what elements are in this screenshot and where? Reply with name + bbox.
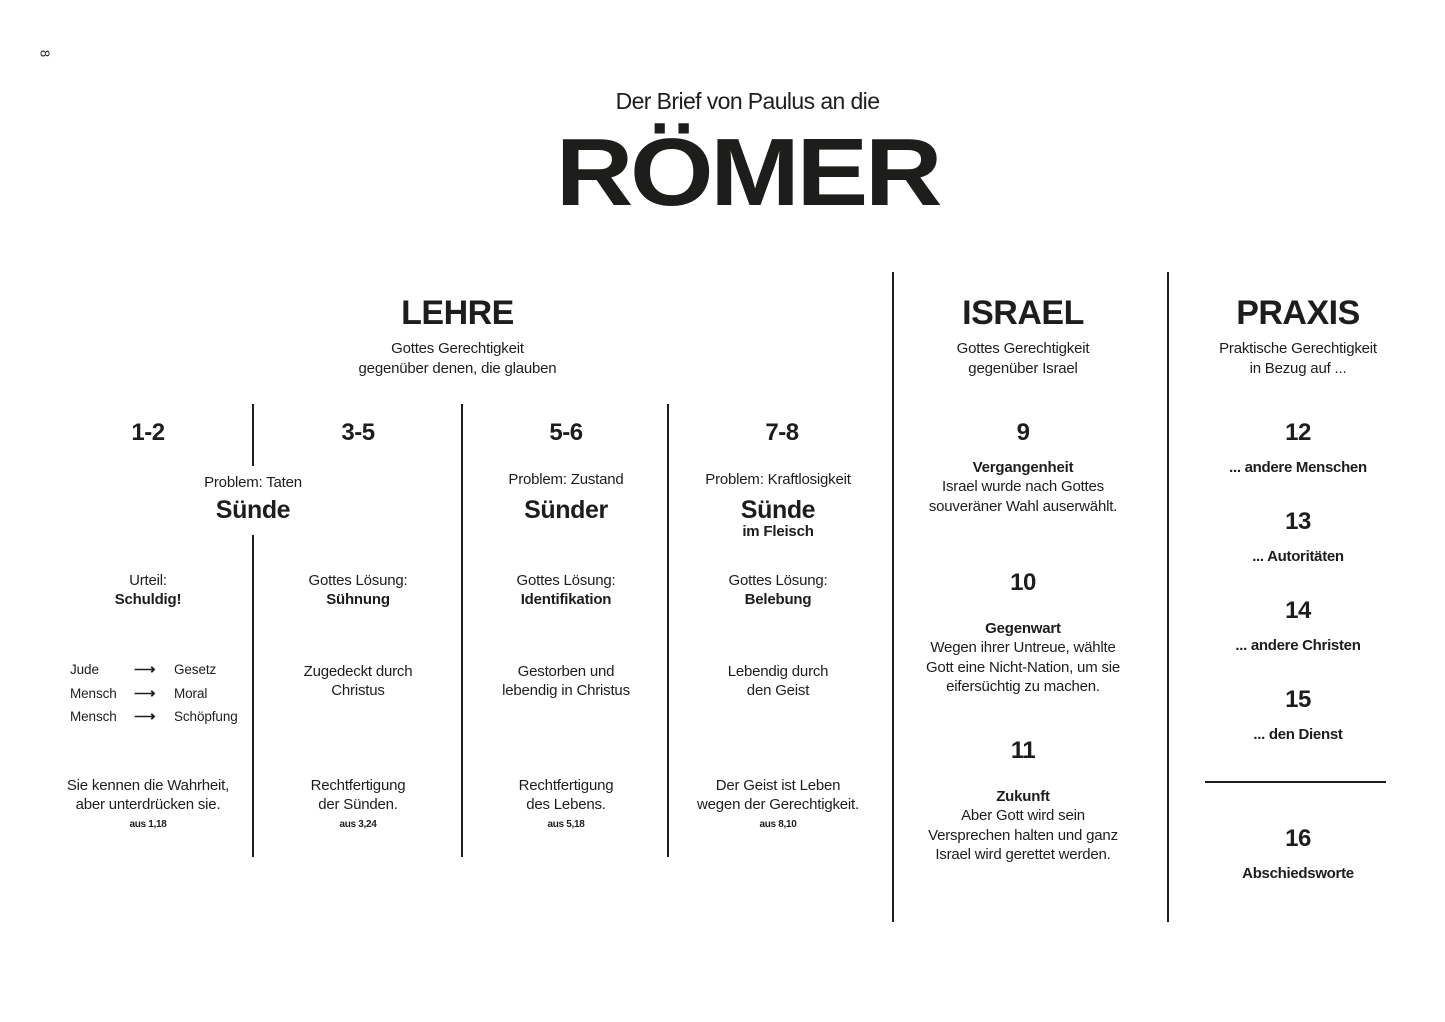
mapping-row [70,661,250,685]
praxis-item [1170,419,1426,477]
section-subtitle-line: gegenüber denen, die glauben [358,359,557,377]
chapter-number: 13 [1285,508,1311,535]
description-line: Zugedeckt durch [303,663,413,680]
item-label: Abschiedsworte [1242,865,1354,882]
arrow-right-icon: ⟶ [134,708,156,725]
israel-item-future [895,737,1151,864]
section-lehre [40,293,875,378]
description [672,662,884,701]
item-label: ... Autoritäten [1252,548,1344,565]
section-subtitle-line: gegenüber Israel [968,359,1078,377]
quote-line: des Lebens. [526,796,606,814]
chapter-number: 14 [1285,597,1311,624]
praxis-divider [1205,781,1386,783]
chapter-number: 5-6 [549,419,583,446]
verse-reference: aus 5,18 [547,818,585,830]
chapter-number: 12 [1285,419,1311,446]
chapter-number: 15 [1285,686,1311,713]
item-text-line: eifersüchtig zu machen. [946,677,1100,695]
description [258,662,458,701]
description [466,662,666,701]
solution-value: Belebung [744,591,812,609]
solution-value: Identifikation [520,591,612,609]
verse-reference: aus 3,24 [339,818,377,830]
solution-label: Gottes Lösung: [728,572,828,589]
quote [672,776,884,831]
item-text-line: Gott eine Nicht-Nation, um sie [925,658,1121,676]
praxis-item [1170,508,1426,566]
description-line: den Geist [746,682,810,700]
description-line: Gestorben und [517,663,615,680]
item-text-line: Aber Gott wird sein [961,807,1085,825]
mapping-from: Mensch [70,686,117,701]
solution-label: Gottes Lösung: [516,572,616,589]
section-subtitle-line: Praktische Gerechtigkeit [1219,340,1377,357]
quote-line: aber unterdrücken sie. [75,796,221,814]
section-subtitle-line: in Bezug auf ... [1249,359,1347,377]
item-heading: Gegenwart [985,620,1061,637]
quote-line: Der Geist ist Leben [715,777,841,794]
item-text [895,477,1151,516]
quote [38,776,258,831]
chapter-number: 7-8 [765,419,799,446]
quote-line: Rechtfertigung [310,777,406,794]
mapping-row [70,685,250,708]
item-text-line: Versprechen halten und ganz [928,826,1118,844]
item-heading: Zukunft [996,788,1050,805]
section-subtitle-lehre [40,339,875,378]
item-text-line: Israel wurde nach Gottes [942,478,1104,496]
item-heading: Vergangenheit [972,459,1074,476]
description-line: lebendig in Christus [502,682,630,700]
item-label: ... den Dienst [1253,726,1343,743]
item-label: ... andere Menschen [1229,459,1367,476]
page-title: RÖMER [555,119,940,226]
problem-word: Sünde [740,496,816,524]
section-title-lehre: LEHRE [401,294,514,332]
problem-word: Sünder [524,496,608,524]
problem-label: Problem: Taten [204,474,302,491]
mapping-list [70,661,250,731]
description-line: Lebendig durch [727,663,829,680]
praxis-item [1170,686,1426,744]
problem-word: Sünde [215,496,291,524]
chapter-number: 3-5 [341,419,375,446]
arrow-right-icon: ⟶ [134,685,156,702]
page-subtitle: Der Brief von Paulus an die [615,88,880,114]
verdict [48,571,248,610]
divider-lehre-col3 [667,404,669,857]
arrow-right-icon: ⟶ [134,661,156,678]
quote-line: wegen der Gerechtigkeit. [697,796,859,814]
quote [258,776,458,831]
problem-label: Problem: Zustand [508,471,624,488]
chapter-number: 11 [1010,737,1036,764]
mapping-to: Moral [174,686,208,701]
section-praxis [1170,293,1426,378]
solution [258,571,458,610]
section-title-praxis: PRAXIS [1236,294,1360,332]
chapter-number: 16 [1285,825,1311,852]
quote [466,776,666,831]
divider-lehre-col1-top [252,404,254,466]
chapter-number: 10 [1010,569,1036,596]
item-text [895,806,1151,864]
quote-line: Sie kennen die Wahrheit, [66,777,230,794]
solution [672,571,884,610]
item-text-line: Wegen ihrer Untreue, wählte [930,639,1116,657]
section-subtitle-israel [895,339,1151,378]
divider-lehre-col2 [461,404,463,857]
verse-reference: aus 8,10 [759,818,797,830]
section-subtitle-praxis [1170,339,1426,378]
quote-line: der Sünden. [318,796,398,814]
praxis-item [1170,597,1426,655]
verdict-label: Urteil: [129,572,167,589]
problem-word-sub: im Fleisch [742,523,814,540]
item-text-line: Israel wird gerettet werden. [935,845,1111,863]
item-text-line: souveräner Wahl auserwählt. [928,497,1118,515]
item-label: ... andere Christen [1235,637,1361,654]
page-number: 8 [37,49,53,58]
solution-label: Gottes Lösung: [308,572,408,589]
description-line: Christus [331,682,385,700]
section-subtitle-line: Gottes Gerechtigkeit [391,340,524,357]
chapter-number: 1-2 [131,419,165,446]
solution-value: Sühnung [326,591,390,609]
section-israel [895,293,1151,378]
item-text [895,638,1151,696]
section-subtitle-line: Gottes Gerechtigkeit [956,340,1090,357]
mapping-from: Jude [70,662,99,677]
israel-item-past [895,419,1151,516]
verdict-value: Schuldig! [114,591,182,609]
problem-label: Problem: Kraftlosigkeit [705,471,851,488]
mapping-from: Mensch [70,709,117,724]
mapping-to: Schöpfung [174,709,238,724]
solution [466,571,666,610]
divider-israel-praxis [1167,272,1169,922]
chapter-number: 9 [1016,419,1030,446]
divider-lehre-israel [892,272,894,922]
section-title-israel: ISRAEL [962,294,1084,332]
praxis-closing [1170,825,1426,883]
quote-line: Rechtfertigung [518,777,614,794]
mapping-row [70,708,250,731]
israel-item-present [895,569,1151,696]
verse-reference: aus 1,18 [129,818,167,830]
mapping-to: Gesetz [174,662,217,677]
